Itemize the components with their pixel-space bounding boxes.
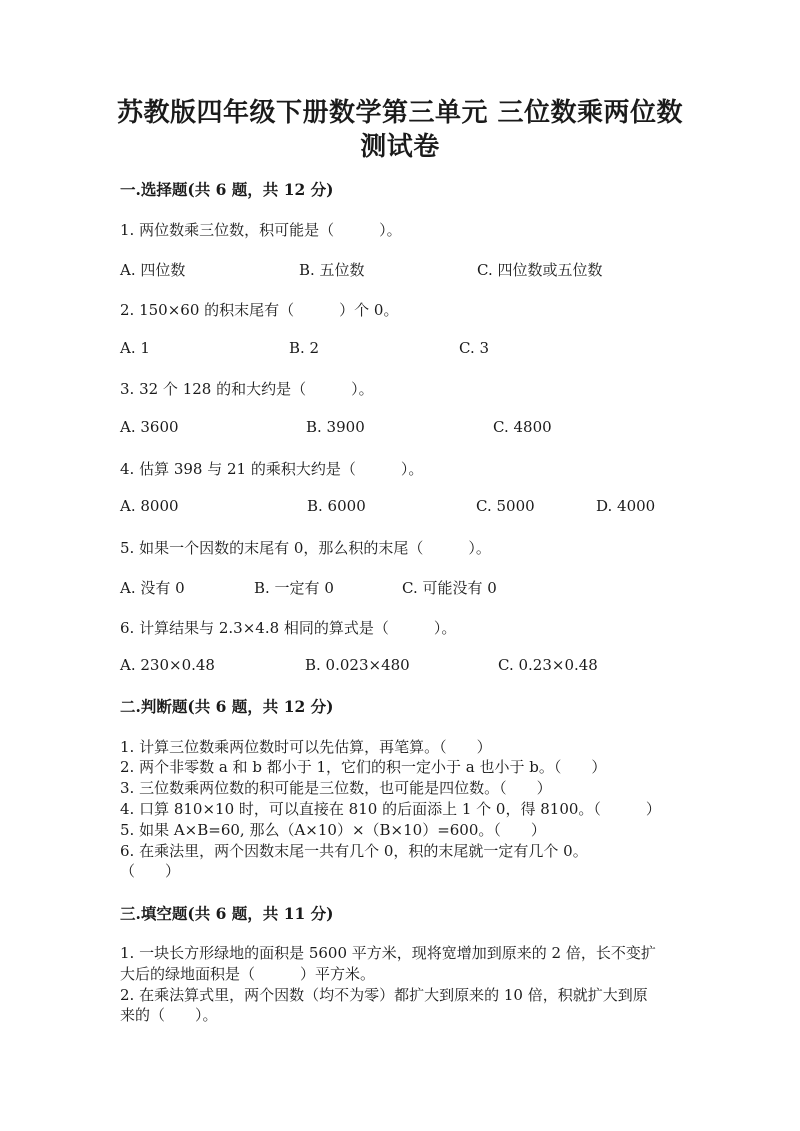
choice-6-option-c: C. 0.23×0.48 xyxy=(498,656,598,674)
exam-title-line1: 苏教版四年级下册数学第三单元 三位数乘两位数 xyxy=(116,98,684,128)
choice-4-option-a: A. 8000 xyxy=(120,497,179,515)
choice-5-option-a: A. 没有 0 xyxy=(120,579,185,597)
fill-line-4: 来的（ ）。 xyxy=(120,1006,218,1024)
choice-3-option-b: B. 3900 xyxy=(306,418,365,436)
judgement-line-5: 5. 如果 A×B=60, 那么（A×10）×（B×10）=600。（ ） xyxy=(120,821,546,839)
judgement-line-3: 3. 三位数乘两位数的积可能是三位数，也可能是四位数。（ ） xyxy=(120,779,552,797)
choice-6-option-a: A. 230×0.48 xyxy=(120,656,215,674)
choice-question-5: 5. 如果一个因数的末尾有 0，那么积的末尾（ ）。 xyxy=(120,539,491,557)
judgement-line-6: 6. 在乘法里，两个因数末尾一共有几个 0，积的末尾就一定有几个 0。 xyxy=(120,842,588,860)
fill-line-1: 1. 一块长方形绿地的面积是 5600 平方米，现将宽增加到原来的 2 倍，长不变扩 xyxy=(120,944,656,962)
choice-1-option-b: B. 五位数 xyxy=(299,261,365,279)
choice-3-option-a: A. 3600 xyxy=(120,418,179,436)
section-heading-choice: 一.选择题(共 6 题，共 12 分) xyxy=(120,180,334,199)
choice-question-3: 3. 32 个 128 的和大约是（ ）。 xyxy=(120,380,374,398)
choice-5-option-b: B. 一定有 0 xyxy=(254,579,334,597)
choice-1-option-a: A. 四位数 xyxy=(120,261,186,279)
fill-line-3: 2. 在乘法算式里，两个因数（均不为零）都扩大到原来的 10 倍，积就扩大到原 xyxy=(120,986,648,1004)
choice-5-option-c: C. 可能没有 0 xyxy=(402,579,497,597)
judgement-line-2: 2. 两个非零数 a 和 b 都小于 1，它们的积一定小于 a 也小于 b。（ ） xyxy=(120,758,607,776)
exam-title-line2: 测试卷 xyxy=(360,132,440,162)
choice-1-option-c: C. 四位数或五位数 xyxy=(477,261,603,279)
judgement-line-1: 1. 计算三位数乘两位数时可以先估算，再笔算。（ ） xyxy=(120,738,492,756)
judgement-line-6-answer: （ ） xyxy=(120,862,181,880)
choice-4-option-c: C. 5000 xyxy=(476,497,535,515)
choice-4-option-b: B. 6000 xyxy=(307,497,366,515)
choice-2-option-b: B. 2 xyxy=(289,339,320,357)
choice-2-option-c: C. 3 xyxy=(459,339,490,357)
choice-4-option-d: D. 4000 xyxy=(596,497,656,515)
choice-question-1: 1. 两位数乘三位数，积可能是（ ）。 xyxy=(120,221,402,239)
choice-2-option-a: A. 1 xyxy=(120,339,150,357)
judgement-line-4: 4. 口算 810×10 时，可以直接在 810 的后面添上 1 个 0，得 8100。（ ） xyxy=(120,800,661,818)
choice-6-option-b: B. 0.023×480 xyxy=(305,656,410,674)
section-heading-judgement: 二.判断题(共 6 题，共 12 分) xyxy=(120,697,334,716)
fill-line-2: 大后的绿地面积是（ ）平方米。 xyxy=(120,965,376,983)
choice-question-4: 4. 估算 398 与 21 的乘积大约是（ ）。 xyxy=(120,460,424,478)
choice-question-2: 2. 150×60 的积末尾有（ ）个 0。 xyxy=(120,301,399,319)
choice-3-option-c: C. 4800 xyxy=(493,418,552,436)
section-heading-fill: 三.填空题(共 6 题，共 11 分) xyxy=(120,904,334,923)
choice-question-6: 6. 计算结果与 2.3×4.8 相同的算式是（ ）。 xyxy=(120,619,457,637)
